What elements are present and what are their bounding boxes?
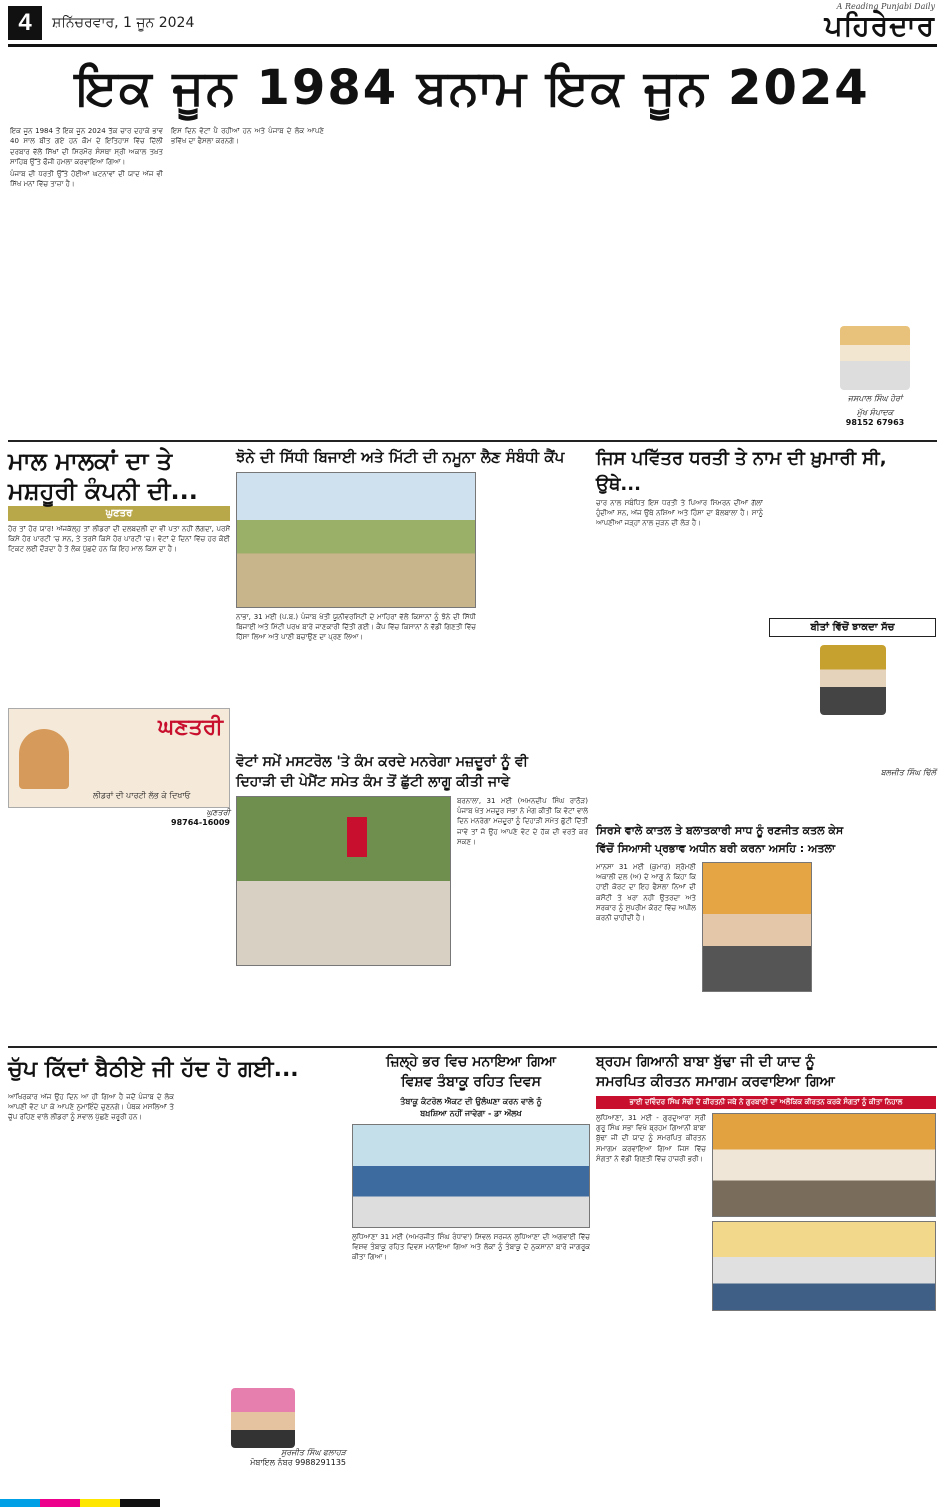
lead-paragraph: ਇਸ ਦਿਨ ਵੋਟਾਂ ਪੈ ਰਹੀਆਂ ਹਨ ਅਤੇ ਪੰਜਾਬ ਦੇ ਲੋਕ ਆਪਣੇ ਭਵਿੱਖ ਦਾ ਫੈਸਲਾ ਕਰਨਗੇ। bbox=[171, 127, 324, 146]
mnrega-continuation bbox=[236, 970, 588, 1030]
page-number: 4 bbox=[8, 6, 42, 40]
mnrega-section bbox=[236, 752, 588, 1042]
holy-land-callout: ਬੀਤਾਂ ਵਿੱਚੋਂ ਝਾਕਦਾ ਸੱਚ bbox=[769, 618, 936, 637]
kirtan-photo bbox=[712, 1113, 936, 1217]
registration-mark bbox=[80, 1499, 120, 1507]
author-title: ਮੁੱਖ ਸੰਪਾਦਕ bbox=[856, 408, 894, 417]
sirsa-headline: ਸਿਰਸੇ ਵਾਲੇ ਕਾਤਲ ਤੇ ਬਲਾਤਕਾਰੀ ਸਾਧ ਨੂੰ ਰਣਜੀਤ ਕਤਲ ਕੇਸ bbox=[596, 824, 844, 837]
registration-mark bbox=[40, 1499, 80, 1507]
sirsa-speaker-photo bbox=[702, 862, 812, 992]
satire-headline: ਮਾਲ ਮਾਲਕਾਂ ਦਾ ਤੇ bbox=[8, 447, 173, 475]
silent-section bbox=[8, 1052, 346, 1492]
satire-headline: ਮਸ਼ਹੂਰੀ ਕੰਪਨੀ ਦੀ... bbox=[8, 477, 198, 505]
silent-author-photo bbox=[231, 1388, 295, 1448]
cartoon-title: ਘਣਤਰੀ bbox=[157, 715, 223, 740]
satire-phone: 98764-16009 bbox=[171, 818, 230, 827]
lead-column bbox=[654, 126, 807, 436]
satire-section bbox=[8, 446, 230, 826]
holy-land-headline: ਜਿਸ ਪਵਿੱਤਰ ਧਰਤੀ ਤੇ ਨਾਮ ਦੀ ਖ਼ੁਮਾਰੀ ਸੀ, ਉਥੇ... bbox=[596, 448, 887, 495]
silent-phone: ਮੋਬਾਇਲ ਨੰਬਰ 9988291135 bbox=[250, 1458, 346, 1467]
lead-article bbox=[10, 126, 935, 436]
lead-column bbox=[10, 126, 163, 436]
kirtan-headline: ਸਮਰਪਿਤ ਕੀਰਤਨ ਸਮਾਗਮ ਕਰਵਾਇਆ ਗਿਆ bbox=[596, 1074, 835, 1090]
seeds-side-column bbox=[482, 472, 588, 722]
holy-land-section bbox=[596, 446, 936, 816]
mnrega-headline: ਵੋਟਾਂ ਸਮੇਂ ਮਸਟਰੋਲ 'ਤੇ ਕੰਮ ਕਰਦੇ ਮਨਰੇਗਾ ਮਜ਼ਦੂਰਾਂ ਨੂੰ ਵੀ bbox=[236, 754, 528, 770]
tobacco-subhead: ਬਖ਼ਸ਼ਿਆ ਨਹੀਂ ਜਾਵੇਗਾ - ਡਾ ਔਲਖ bbox=[420, 1109, 522, 1118]
tobacco-headline: ਜ਼ਿਲ੍ਹੇ ਭਰ ਵਿਚ ਮਨਾਇਆ ਗਿਆ bbox=[385, 1054, 556, 1070]
silent-column bbox=[180, 1092, 346, 1382]
author-name: ਜਸਪਾਲ ਸਿੰਘ ਹੇਰਾਂ bbox=[847, 394, 903, 403]
seeds-body: ਨਾਭਾ, 31 ਮਈ (ਪ.ਬ.) ਪੰਜਾਬ ਖੇਤੀ ਯੂਨੀਵਰਸਿਟੀ ਦੇ ਮਾਹਿਰਾਂ ਵੱਲੋਂ ਕਿਸਾਨਾਂ ਨੂੰ ਝੋਨੇ ਦੀ ਸਿੱਧੀ ਬਿਜਾਈ ਅਤੇ ਮਿੱਟੀ ਪਰਖ ਬਾਰੇ ਜਾਣਕਾਰੀ ਦਿੱਤੀ ਗਈ। ਕੈਂਪ ਵਿੱਚ ਕਿਸਾਨਾਂ ਨੇ ਵੱਡੀ ਗਿਣਤੀ ਵਿੱਚ ਹਿੱਸਾ ਲਿਆ ਅਤੇ ਪਾਣੀ ਬਚਾਉਣ ਦਾ ਪ੍ਰਣ ਲਿਆ। bbox=[236, 613, 476, 642]
dateline: ਸ਼ਨਿੱਚਰਵਾਰ, 1 ਜੂਨ 2024 bbox=[52, 15, 195, 31]
author-card bbox=[815, 126, 935, 436]
author-phone: 98152 67963 bbox=[845, 418, 905, 427]
tobacco-body: ਲੁਧਿਆਣਾ 31 ਮਈ (ਅਮਰਜੀਤ ਸਿੰਘ ਰੰਧਾਵਾ) ਸਿਵਲ ਸਰਜਨ ਲੁਧਿਆਣਾ ਦੀ ਅਗਵਾਈ ਵਿੱਚ ਵਿਸ਼ਵ ਤੰਬਾਕੂ ਰਹਿਤ ਦਿਵਸ ਮਨਾਇਆ ਗਿਆ ਅਤੇ ਲੋਕਾਂ ਨੂੰ ਤੰਬਾਕੂ ਦੇ ਨੁਕਸਾਨਾਂ ਬਾਰੇ ਜਾਗਰੂਕ ਕੀਤਾ ਗਿਆ। bbox=[352, 1233, 590, 1262]
section-divider bbox=[8, 1046, 937, 1048]
kirtan-photo bbox=[712, 1221, 936, 1311]
section-divider bbox=[8, 440, 937, 442]
holy-land-body: ਚਾਰ ਨਾਲ ਸਬੰਧਿਤ ਇਸ ਧਰਤੀ ਤੇ ਪਿਆਰ ਸਿਮਰਨ ਦੀਆਂ ਗੱਲਾਂ ਹੁੰਦੀਆਂ ਸਨ, ਅੱਜ ਉਥੇ ਨਸ਼ਿਆਂ ਅਤੇ ਹਿੰਸਾ ਦਾ ਬੋਲਬਾਲਾ ਹੈ। ਸਾਨੂੰ ਆਪਣੀਆਂ ਜੜ੍ਹਾਂ ਨਾਲ ਜੁੜਨ ਦੀ ਲੋੜ ਹੈ। bbox=[596, 499, 763, 528]
kirtan-column bbox=[712, 1315, 936, 1445]
silent-byline: ਸੁਰਜੀਤ ਸਿੰਘ ਫਲਾਹੜ bbox=[280, 1448, 346, 1457]
cartoon bbox=[8, 708, 230, 808]
lead-paragraph: ਇਕ ਜੂਨ 1984 ਤੋਂ ਇਕ ਜੂਨ 2024 ਤੱਕ ਚਾਰ ਦਹਾਕੇ ਭਾਵ 40 ਸਾਲ ਬੀਤ ਗਏ ਹਨ ਕੌਮ ਦੇ ਇਤਿਹਾਸ ਵਿੱਚ ਦਿੱਲੀ ਦਰਬਾਰ ਵੱਲੋਂ ਸਿੱਖਾਂ ਦੀ ਸਿਰਮੌਰ ਸੰਸਥਾ ਸ੍ਰੀ ਅਕਾਲ ਤਖ਼ਤ ਸਾਹਿਬ ਉੱਤੇ ਫੌਜੀ ਹਮਲਾ ਕਰਵਾਇਆ ਗਿਆ। bbox=[10, 127, 163, 166]
kirtan-banner: ਭਾਈ ਦਵਿੰਦਰ ਸਿੰਘ ਸੋਢੀ ਦੇ ਕੀਰਤਨੀ ਜਥੇ ਨੇ ਗੁਰਬਾਣੀ ਦਾ ਅਲੌਕਿਕ ਕੀਰਤਨ ਕਰਕੇ ਸੰਗਤਾਂ ਨੂੰ ਕੀਤਾ ਨਿਹਾਲ bbox=[596, 1096, 936, 1109]
tobacco-headline: ਵਿਸ਼ਵ ਤੰਬਾਕੂ ਰਹਿਤ ਦਿਵਸ bbox=[401, 1074, 541, 1090]
sirsa-body: ਮਾਨਸਾ 31 ਮਈ (ਕੁਮਾਰ) ਸ਼੍ਰੋਮਣੀ ਅਕਾਲੀ ਦਲ (ਅ) ਦੇ ਆਗੂ ਨੇ ਕਿਹਾ ਕਿ ਹਾਈ ਕੋਰਟ ਦਾ ਇਹ ਫੈਸਲਾ ਨਿਆਂ ਦੀ ਕਸੌਟੀ ਤੇ ਖਰਾ ਨਹੀਂ ਉਤਰਦਾ ਅਤੇ ਸਰਕਾਰ ਨੂੰ ਸੁਪਰੀਮ ਕੋਰਟ ਵਿੱਚ ਅਪੀਲ ਕਰਨੀ ਚਾਹੀਦੀ ਹੈ। bbox=[596, 863, 696, 923]
tobacco-subhead: ਤੰਬਾਕੂ ਕੰਟਰੋਲ ਐਕਟ ਦੀ ਉਲੰਘਣਾ ਕਰਨ ਵਾਲੇ ਨੂੰ bbox=[400, 1097, 542, 1106]
registration-mark bbox=[0, 1499, 40, 1507]
cartoon-figure bbox=[19, 729, 69, 789]
sirsa-column bbox=[818, 862, 936, 1022]
mnrega-photo bbox=[236, 796, 451, 966]
holy-land-author-photo bbox=[820, 645, 886, 715]
holy-land-byline: ਬਲਜੀਤ ਸਿੰਘ ਢਿੱਲੋਂ bbox=[880, 768, 936, 777]
mnrega-headline: ਦਿਹਾੜੀ ਦੀ ਪੇਮੈਂਟ ਸਮੇਤ ਕੰਮ ਤੋਂ ਛੁੱਟੀ ਲਾਗੂ ਕੀਤੀ ਜਾਵੇ bbox=[236, 774, 510, 790]
author-photo bbox=[840, 326, 910, 390]
silent-headline: ਚੁੱਪ ਕਿੱਦਾਂ ਬੈਠੀਏ ਜੀ ਹੱਦ ਹੋ ਗਈ... bbox=[8, 1057, 299, 1082]
masthead-rule bbox=[8, 44, 937, 47]
tobacco-section bbox=[352, 1052, 590, 1492]
brand bbox=[735, 2, 935, 42]
seeds-headline: ਝੋਨੇ ਦੀ ਸਿੱਧੀ ਬਿਜਾਈ ਅਤੇ ਮਿੱਟੀ ਦੀ ਨਮੂਨਾ ਲੈਣ ਸੰਬੰਧੀ ਕੈਂਪ bbox=[236, 448, 565, 466]
lead-column bbox=[171, 126, 324, 436]
red-flag-icon bbox=[347, 817, 367, 857]
registration-mark bbox=[120, 1499, 160, 1507]
silent-body: ਆਖਿਰਕਾਰ ਅੱਜ ਉਹ ਦਿਨ ਆ ਹੀ ਗਿਆ ਹੈ ਜਦੋਂ ਪੰਜਾਬ ਦੇ ਲੋਕ ਆਪਣੀ ਵੋਟ ਪਾ ਕੇ ਆਪਣੇ ਨੁਮਾਇੰਦੇ ਚੁਣਨਗੇ। ਪੰਥਕ ਮਸਲਿਆਂ ਤੇ ਚੁੱਪ ਰਹਿਣ ਵਾਲੇ ਲੀਡਰਾਂ ਨੂੰ ਸਵਾਲ ਪੁੱਛਣੇ ਜ਼ਰੂਰੀ ਹਨ। bbox=[8, 1093, 174, 1122]
satire-label: ਘੁਣਤਰ bbox=[8, 506, 230, 521]
kirtan-body: ਲੁਧਿਆਣਾ, 31 ਮਈ - ਗੁਰਦੁਆਰਾ ਸ੍ਰੀ ਗੁਰੂ ਸਿੰਘ ਸਭਾ ਵਿਖੇ ਬ੍ਰਹਮ ਗਿਆਨੀ ਬਾਬਾ ਬੁੱਢਾ ਜੀ ਦੀ ਯਾਦ ਨੂੰ ਸਮਰਪਿਤ ਕੀਰਤਨ ਸਮਾਗਮ ਕਰਵਾਇਆ ਗਿਆ ਜਿਸ ਵਿੱਚ ਸੰਗਤਾਂ ਨੇ ਵੱਡੀ ਗਿਣਤੀ ਵਿੱਚ ਹਾਜ਼ਰੀ ਭਰੀ। bbox=[596, 1114, 706, 1163]
brand-logo: ਪਹਿਰੇਦਾਰ bbox=[824, 9, 935, 42]
brand-tagline: A Reading Punjabi Daily bbox=[836, 2, 935, 11]
kirtan-section bbox=[596, 1052, 936, 1492]
masthead bbox=[8, 6, 348, 40]
sirsa-headline: ਵਿੱਚੋਂ ਸਿਆਸੀ ਪ੍ਰਭਾਵ ਅਧੀਨ ਬਰੀ ਕਰਨਾ ਅਸਹਿ : ਅਤਲਾ bbox=[596, 842, 836, 855]
lead-paragraph: ਪੰਜਾਬ ਦੀ ਧਰਤੀ ਉੱਤੇ ਹੋਈਆਂ ਘਟਨਾਵਾਂ ਦੀ ਯਾਦ ਅੱਜ ਵੀ ਸਿੱਖ ਮਨਾਂ ਵਿੱਚ ਤਾਜ਼ਾ ਹੈ। bbox=[10, 170, 163, 189]
satire-byline: ਘੁਣਤਰੀ bbox=[206, 808, 230, 817]
lead-headline: ਇਕ ਜੂਨ 1984 ਬਨਾਮ ਇਕ ਜੂਨ 2024 bbox=[75, 60, 870, 116]
seeds-section bbox=[236, 446, 588, 746]
holy-land-column bbox=[769, 498, 936, 618]
seeds-photo bbox=[236, 472, 476, 608]
lead-column bbox=[332, 126, 485, 436]
sirsa-section bbox=[596, 822, 936, 1042]
kirtan-headline: ਬ੍ਰਹਮ ਗਿਆਨੀ ਬਾਬਾ ਬੁੱਢਾ ਜੀ ਦੀ ਯਾਦ ਨੂੰ bbox=[596, 1054, 815, 1070]
mnrega-body: ਬਰਨਾਲਾ, 31 ਮਈ (ਅਮਨਦੀਪ ਸਿੰਘ ਰਾਠੌੜ) ਪੰਜਾਬ ਖੇਤ ਮਜ਼ਦੂਰ ਸਭਾ ਨੇ ਮੰਗ ਕੀਤੀ ਕਿ ਵੋਟਾਂ ਵਾਲੇ ਦਿਨ ਮਨਰੇਗਾ ਮਜ਼ਦੂਰਾਂ ਨੂੰ ਦਿਹਾੜੀ ਸਮੇਤ ਛੁੱਟੀ ਦਿੱਤੀ ਜਾਵੇ ਤਾਂ ਜੋ ਉਹ ਆਪਣੇ ਵੋਟ ਦੇ ਹੱਕ ਦੀ ਵਰਤੋਂ ਕਰ ਸਕਣ। bbox=[457, 797, 588, 846]
satire-body: ਹੋਰ ਤਾਂ ਹੋਰ ਯਾਰ! ਅੱਜਕੱਲ੍ਹ ਤਾਂ ਲੀਡਰਾਂ ਦੀ ਦਲਬਦਲੀ ਦਾ ਵੀ ਪਤਾ ਨਹੀਂ ਲੱਗਦਾ, ਪਰਸੋਂ ਕਿਸੇ ਹੋਰ ਪਾਰਟੀ 'ਚ ਸਨ, ਤੇ ਤਰਸੋਂ ਕਿਸੇ ਹੋਰ ਪਾਰਟੀ 'ਚ। ਵੋਟਾਂ ਦੇ ਦਿਨਾਂ ਵਿੱਚ ਹਰ ਕੋਈ ਟਿਕਟ ਲਈ ਦੌੜਦਾ ਹੈ ਤੇ ਲੋਕ ਪੁੱਛਦੇ ਹਨ ਕਿ ਇਹ ਮਾਲ ਕਿਸ ਦਾ ਹੈ। bbox=[8, 525, 230, 554]
tobacco-photo bbox=[352, 1124, 590, 1228]
cartoon-caption: ਲੀਡਰਾਂ ਦੀ ਪਾਰਟੀ ਲੱਭ ਕੇ ਦਿਖਾਓ bbox=[93, 790, 191, 800]
lead-column bbox=[493, 126, 646, 436]
